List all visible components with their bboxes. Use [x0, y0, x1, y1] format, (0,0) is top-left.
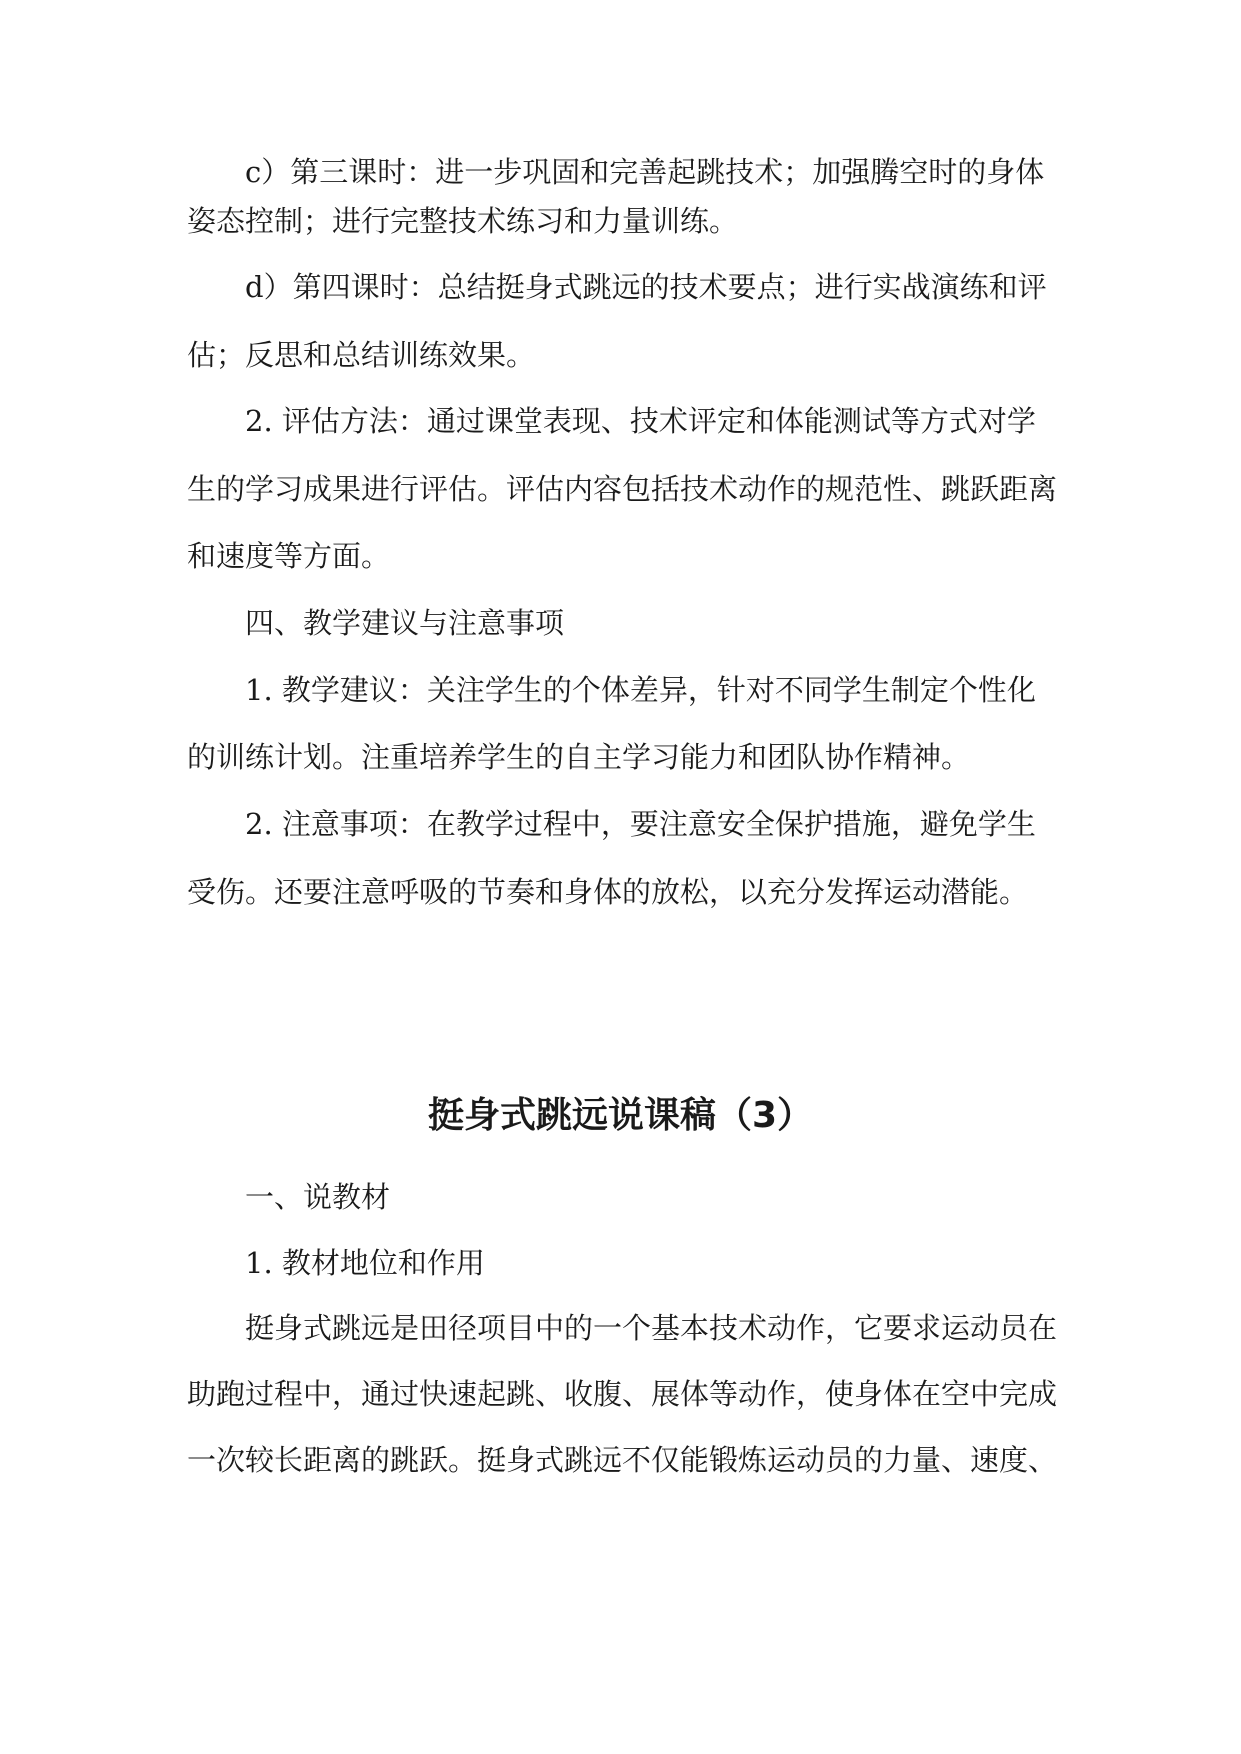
paragraph-line: 估；反思和总结训练效果。 — [187, 338, 536, 372]
paragraph-line: c）第三课时：进一步巩固和完善起跳技术；加强腾空时的身体 — [245, 155, 1045, 189]
paragraph-line: 挺身式跳远是田径项目中的一个基本技术动作，它要求运动员在 — [245, 1311, 1058, 1345]
paragraph-line: 助跑过程中，通过快速起跳、收腹、展体等动作，使身体在空中完成 — [187, 1377, 1058, 1411]
paragraph-line: 受伤。还要注意呼吸的节奏和身体的放松，以充分发挥运动潜能。 — [187, 875, 1029, 909]
paragraph-line: 2. 注意事项：在教学过程中，要注意安全保护措施，避免学生 — [245, 807, 1036, 841]
page-title: 挺身式跳远说课稿（3） — [427, 1095, 814, 1136]
paragraph-line: 生的学习成果进行评估。评估内容包括技术动作的规范性、跳跃距离 — [187, 472, 1058, 506]
paragraph-line: d）第四课时：总结挺身式跳远的技术要点；进行实战演练和评 — [245, 270, 1047, 304]
paragraph-line: 一次较长距离的跳跃。挺身式跳远不仅能锻炼运动员的力量、速度、 — [187, 1443, 1058, 1477]
paragraph-line: 的训练计划。注重培养学生的自主学习能力和团队协作精神。 — [187, 740, 971, 774]
section-heading: 四、教学建议与注意事项 — [245, 606, 565, 640]
section-heading: 一、说教材 — [245, 1180, 391, 1214]
paragraph-line: 姿态控制；进行完整技术练习和力量训练。 — [187, 204, 739, 238]
subsection-heading: 1. 教材地位和作用 — [245, 1246, 485, 1280]
paragraph-line: 2. 评估方法：通过课堂表现、技术评定和体能测试等方式对学 — [245, 404, 1036, 438]
paragraph-line: 1. 教学建议：关注学生的个体差异，针对不同学生制定个性化 — [245, 673, 1036, 707]
paragraph-line: 和速度等方面。 — [187, 539, 391, 573]
